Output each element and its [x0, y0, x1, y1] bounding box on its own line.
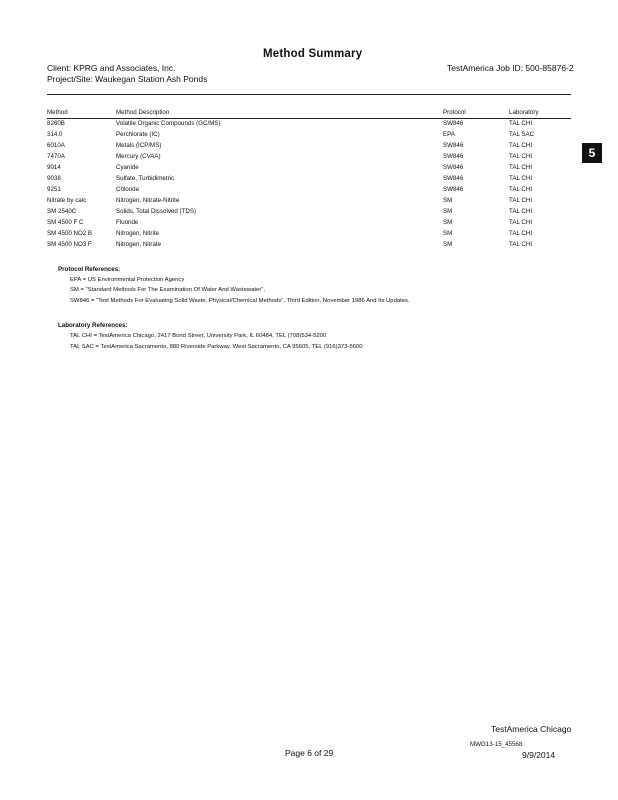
cell-method: 9038: [47, 175, 61, 182]
table-header-divider: [47, 118, 571, 119]
laboratory-reference: TAL CHI = TestAmerica Chicago, 2417 Bond Street, University Park, IL 60484, TEL (708)534-5200: [70, 333, 327, 339]
cell-laboratory: TAL CHI: [509, 208, 533, 215]
cell-protocol: SM: [443, 241, 453, 248]
cell-protocol: SW846: [443, 186, 464, 193]
table-row: [0, 219, 618, 230]
header-divider: [47, 94, 571, 95]
cell-protocol: EPA: [443, 131, 455, 138]
cell-description: Sulfate, Turbidimetric: [116, 175, 175, 182]
table-row: [0, 208, 618, 219]
cell-laboratory: TAL CHI: [509, 230, 533, 237]
job-id: TestAmerica Job ID: 500-85876-2: [447, 63, 574, 73]
laboratory-references-heading: Laboratory References:: [58, 322, 128, 329]
protocol-reference: EPA = US Environmental Protection Agency: [70, 277, 185, 283]
cell-description: Cyanide: [116, 164, 139, 171]
cell-method: SM 4500 F C: [47, 219, 84, 226]
cell-laboratory: TAL CHI: [509, 164, 533, 171]
cell-protocol: SW846: [443, 142, 464, 149]
cell-description: Nitrogen, Nitrate: [116, 241, 162, 248]
col-header-protocol: Protocol: [443, 109, 466, 116]
cell-protocol: SM: [443, 230, 453, 237]
cell-method: 9014: [47, 164, 61, 171]
cell-method: 8260B: [47, 120, 65, 127]
cell-protocol: SM: [443, 219, 453, 226]
report-date: 9/9/2014: [522, 750, 556, 760]
cell-method: SM 2540C: [47, 208, 77, 215]
page-title: Method Summary: [263, 48, 363, 60]
cell-laboratory: TAL CHI: [509, 241, 533, 248]
table-row: [0, 175, 618, 186]
document-id: MWG13-15_45568: [470, 741, 523, 748]
cell-method: SM 4500 NO2 B: [47, 230, 93, 237]
cell-laboratory: TAL CHI: [509, 219, 533, 226]
cell-laboratory: TAL CHI: [509, 142, 533, 149]
cell-protocol: SW846: [443, 164, 464, 171]
cell-description: Perchlorate (IC): [116, 131, 160, 138]
cell-method: 6010A: [47, 142, 65, 149]
protocol-reference: SM = "Standard Methods For The Examination Of Water And Wastewater",: [70, 287, 266, 293]
cell-description: Chloride: [116, 186, 140, 193]
table-row: [0, 230, 618, 241]
cell-method: 314.0: [47, 131, 63, 138]
table-row: [0, 120, 618, 131]
cell-description: Metals (ICP/MS): [116, 142, 162, 149]
cell-description: Nitrogen, Nitrate-Nitrite: [116, 197, 180, 204]
col-header-laboratory: Laboratory: [509, 109, 539, 116]
cell-laboratory: TAL CHI: [509, 120, 533, 127]
cell-method: 7470A: [47, 153, 65, 160]
cell-protocol: SM: [443, 197, 453, 204]
table-row: [0, 164, 618, 175]
section-tab: 5: [582, 143, 602, 163]
table-row: [0, 131, 618, 142]
cell-protocol: SW846: [443, 175, 464, 182]
cell-description: Mercury (CVAA): [116, 153, 161, 160]
table-row: [0, 197, 618, 208]
cell-method: Nitrate by calc: [47, 197, 87, 204]
footer-company: TestAmerica Chicago: [491, 724, 572, 734]
cell-protocol: SM: [443, 208, 453, 215]
cell-laboratory: TAL CHI: [509, 186, 533, 193]
cell-description: Solids, Total Dissolved (TDS): [116, 208, 197, 215]
cell-description: Fluoride: [116, 219, 139, 226]
protocol-references-heading: Protocol References:: [58, 266, 121, 273]
laboratory-reference: TAL SAC = TestAmerica Sacramento, 880 Riverside Parkway, West Sacramento, CA 95605, TEL (916)373-5600: [70, 344, 363, 350]
page-number: Page 6 of 29: [285, 748, 334, 758]
cell-description: Volatile Organic Compounds (GC/MS): [116, 120, 221, 127]
cell-laboratory: TAL CHI: [509, 153, 533, 160]
protocol-reference: SW846 = "Test Methods For Evaluating Solid Waste, Physical/Chemical Methods", Third Edition, November 1986 And Its Updates.: [70, 298, 410, 304]
table-row: [0, 142, 618, 153]
col-header-method: Method: [47, 109, 68, 116]
table-row: [0, 153, 618, 164]
table-row: [0, 186, 618, 197]
cell-laboratory: TAL SAC: [509, 131, 535, 138]
project-site: Project/Site: Waukegan Station Ash Ponds: [47, 74, 208, 84]
cell-method: 9251: [47, 186, 61, 193]
cell-method: SM 4500 NO3 F: [47, 241, 92, 248]
cell-protocol: SW846: [443, 153, 464, 160]
cell-protocol: SW846: [443, 120, 464, 127]
col-header-description: Method Description: [116, 109, 170, 116]
cell-laboratory: TAL CHI: [509, 197, 533, 204]
client-name: Client: KPRG and Associates, Inc.: [47, 63, 176, 73]
cell-description: Nitrogen, Nitrite: [116, 230, 159, 237]
table-row: [0, 241, 618, 252]
cell-laboratory: TAL CHI: [509, 175, 533, 182]
